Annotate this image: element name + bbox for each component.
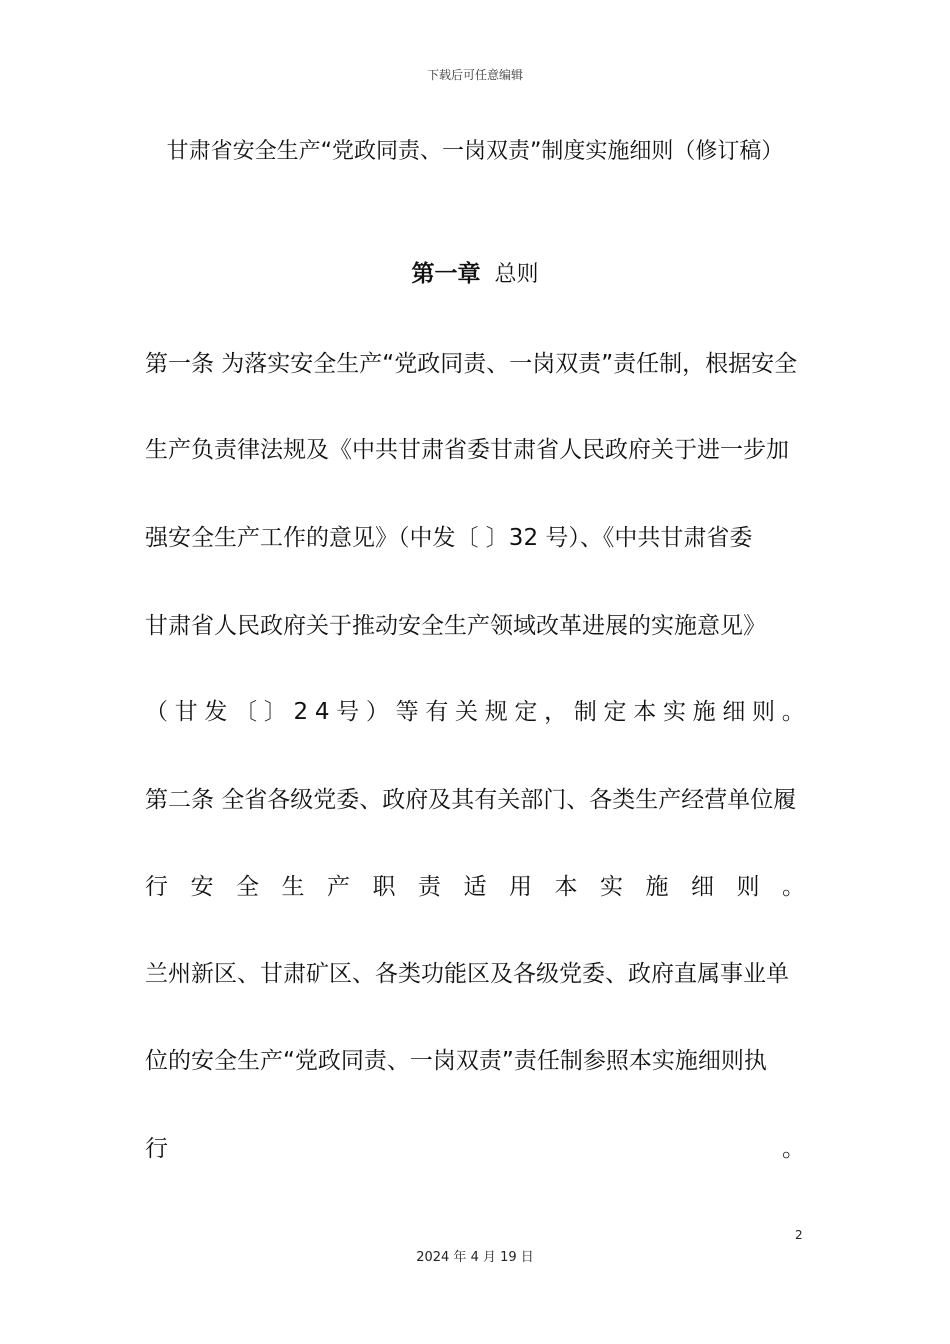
justified-char: 本 <box>554 874 578 900</box>
justified-char: 〔 <box>234 699 258 725</box>
justified-char: 号 <box>336 699 360 725</box>
justified-char: 制 <box>573 699 597 725</box>
justified-char: 职 <box>372 874 396 900</box>
justified-char: 定 <box>603 699 627 725</box>
justified-char: （ <box>145 699 168 725</box>
justified-char: 有 <box>425 699 449 725</box>
justified-char: 全 <box>236 874 259 900</box>
justified-char: 细 <box>691 874 714 900</box>
body-line-1: 第一条 为落实安全生产“党政同责、一岗双责”责任制，根据安全 <box>145 351 798 377</box>
justified-char: 实 <box>662 699 686 725</box>
justified-char: 责 <box>418 874 441 900</box>
justified-char: 发 <box>204 699 228 725</box>
justified-char: 等 <box>395 699 419 725</box>
chapter-number: 第一章 <box>411 261 481 287</box>
body-line-4: 甘肃省人民政府关于推动安全生产领域改革进展的实施意见》 <box>145 613 766 639</box>
justified-char: 〕 <box>263 699 287 725</box>
justified-char: 甘 <box>174 699 198 725</box>
chapter-heading <box>0 258 950 291</box>
footer-date: 2024 年 4 月 19 日 <box>416 1250 534 1265</box>
justified-char: ） <box>365 699 389 725</box>
body-line-10-text: 行 <box>145 1136 168 1162</box>
body-line-3: 强安全生产工作的意见》（中发〔 〕32 号）、《中共甘肃省委 <box>145 525 753 551</box>
justified-char: 实 <box>600 874 623 900</box>
justified-char: 关 <box>455 699 479 725</box>
header-note: 下载后可任意编辑 <box>426 68 523 82</box>
body-line-5 <box>145 696 805 728</box>
page-number: 2 <box>795 1228 803 1242</box>
document-title: 甘肃省安全生产“党政同责、一岗双责”制度实施细则（修订稿） <box>166 139 784 164</box>
body-line-7 <box>145 871 805 903</box>
body-line-2: 生产负责律法规及《中共甘肃省委甘肃省人民政府关于进一步加 <box>145 437 789 463</box>
chapter-name: 总则 <box>494 262 539 287</box>
justified-char: 2 <box>293 699 309 725</box>
justified-char: 行 <box>145 874 168 900</box>
body-line-8: 兰州新区、甘肃矿区、各类功能区及各级党委、政府直属事业单 <box>145 961 789 987</box>
justified-char: 则 <box>736 874 760 900</box>
justified-char: 4 <box>314 699 330 725</box>
body-line-9: 位的安全生产“党政同责、一岗双责”责任制参照本实施细则执 <box>145 1048 767 1074</box>
justified-char: 适 <box>463 874 487 900</box>
justified-char: 则 <box>752 699 776 725</box>
justified-char: 。 <box>782 874 805 900</box>
body-line-10-punct: 。 <box>782 1136 805 1162</box>
justified-char: ， <box>544 699 568 725</box>
justified-char: 施 <box>692 699 716 725</box>
justified-char: 规 <box>484 699 508 725</box>
justified-char: 生 <box>281 874 305 900</box>
justified-char: 安 <box>190 874 214 900</box>
justified-char: 用 <box>509 874 532 900</box>
justified-char: 本 <box>633 699 657 725</box>
justified-char: 定 <box>514 699 538 725</box>
body-line-10 <box>145 1133 805 1165</box>
justified-char: 产 <box>327 874 350 900</box>
justified-char: 细 <box>722 699 746 725</box>
justified-char: 施 <box>645 874 669 900</box>
body-line-6: 第二条 全省各级党委、政府及其有关部门、各类生产经营单位履 <box>145 787 797 813</box>
justified-char: 。 <box>781 699 805 725</box>
